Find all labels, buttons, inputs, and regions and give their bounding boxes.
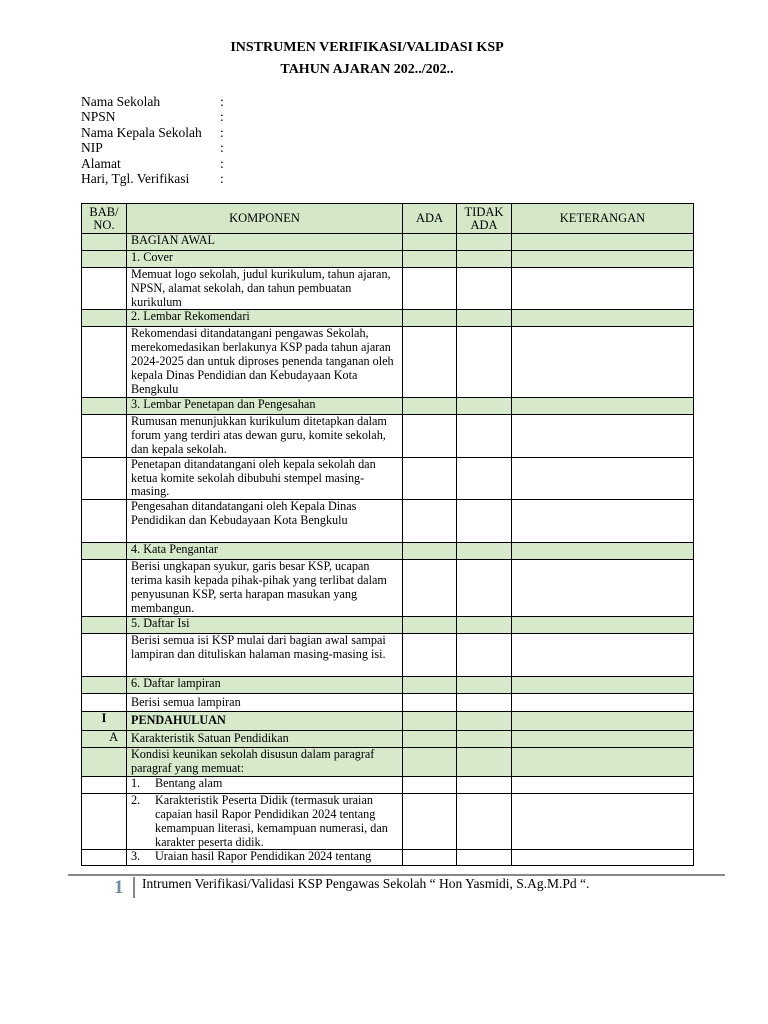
row-number [82, 677, 127, 694]
info-colon: : [220, 124, 224, 140]
item-number: 2. [131, 793, 141, 808]
footer-text: Intrumen Verifikasi/Validasi KSP Pengawas Sekolah “ Hon Yasmidi, S.Ag.M.Pd “. [142, 876, 590, 891]
row-tidak-ada-cell[interactable] [457, 310, 512, 327]
school-info-block [81, 94, 230, 186]
row-ada-cell[interactable] [403, 268, 457, 310]
row-ada-cell[interactable] [403, 251, 457, 268]
row-ada-cell[interactable] [403, 543, 457, 560]
item-number: 1. [131, 776, 141, 791]
row-keterangan-cell[interactable] [512, 617, 694, 634]
row-ada-cell[interactable] [403, 777, 457, 794]
row-tidak-ada-cell[interactable] [457, 543, 512, 560]
row-number [82, 500, 127, 543]
row-komponen: Memuat logo sekolah, judul kurikulum, tahun ajaran, NPSN, alamat sekolah, dan tahun pembuatan kurikulum [127, 268, 403, 310]
row-number: A [82, 731, 127, 748]
row-tidak-ada-cell[interactable] [457, 415, 512, 457]
header-tidak-ada: TIDAK ADA [457, 204, 512, 234]
row-tidak-ada-cell[interactable] [457, 617, 512, 634]
row-komponen: Kondisi keunikan sekolah disusun dalam paragraf paragraf yang memuat: [127, 748, 403, 777]
item-text: Karakteristik Peserta Didik (termasuk uraian capaian hasil Rapor Pendidikan 2024 tentang kemampuan literasi, kemampuan numerasi, dan karakter peserta didik. [155, 793, 388, 849]
row-keterangan-cell[interactable] [512, 268, 694, 310]
table-row [82, 617, 694, 634]
info-colon: : [220, 94, 224, 109]
row-tidak-ada-cell[interactable] [457, 268, 512, 310]
row-tidak-ada-cell[interactable] [457, 634, 512, 677]
row-tidak-ada-cell[interactable] [457, 777, 512, 794]
row-keterangan-cell[interactable] [512, 251, 694, 268]
row-komponen [127, 794, 403, 850]
table-row [82, 560, 694, 617]
row-keterangan-cell[interactable] [512, 560, 694, 617]
row-komponen: 1. Cover [127, 251, 403, 268]
page-number: 1 [114, 877, 124, 898]
header-ada: ADA [403, 204, 457, 234]
table-header-row [82, 204, 694, 234]
row-tidak-ada-cell[interactable] [457, 327, 512, 398]
row-komponen: BAGIAN AWAL [127, 234, 403, 251]
row-keterangan-cell[interactable] [512, 500, 694, 543]
row-keterangan-cell[interactable] [512, 634, 694, 677]
table-row [82, 251, 694, 268]
row-number [82, 748, 127, 777]
row-ada-cell[interactable] [403, 310, 457, 327]
row-ada-cell[interactable] [403, 850, 457, 866]
row-keterangan-cell[interactable] [512, 794, 694, 850]
row-komponen: 5. Daftar Isi [127, 617, 403, 634]
row-number [82, 777, 127, 794]
row-ada-cell[interactable] [403, 694, 457, 712]
row-tidak-ada-cell[interactable] [457, 500, 512, 543]
table-row [82, 850, 694, 866]
row-number [82, 268, 127, 310]
item-text: Uraian hasil Rapor Pendidikan 2024 tentang [155, 849, 372, 864]
row-komponen: 3. Lembar Penetapan dan Pengesahan [127, 398, 403, 415]
row-komponen: Berisi semua lampiran [127, 694, 403, 712]
row-komponen [127, 850, 403, 866]
row-ada-cell[interactable] [403, 748, 457, 777]
table-row [82, 327, 694, 398]
document-title: INSTRUMEN VERIFIKASI/VALIDASI KSP [230, 40, 504, 55]
row-ada-cell[interactable] [403, 560, 457, 617]
row-keterangan-cell[interactable] [512, 415, 694, 457]
row-number [82, 310, 127, 327]
info-row-kepala-sekolah [81, 125, 230, 140]
row-number [82, 794, 127, 850]
table-row [82, 712, 694, 731]
table-row [82, 794, 694, 850]
row-komponen: Penetapan ditandatangani oleh kepala sekolah dan ketua komite sekolah dibubuhi stempel masing-masing. [127, 457, 403, 499]
item-number: 3. [131, 849, 141, 864]
row-ada-cell[interactable] [403, 677, 457, 694]
row-tidak-ada-cell[interactable] [457, 748, 512, 777]
row-keterangan-cell[interactable] [512, 677, 694, 694]
table-row [82, 268, 694, 310]
row-ada-cell[interactable] [403, 731, 457, 748]
row-tidak-ada-cell[interactable] [457, 560, 512, 617]
info-label: Nama Kepala Sekolah [81, 124, 202, 140]
row-tidak-ada-cell[interactable] [457, 731, 512, 748]
row-number [82, 850, 127, 866]
row-tidak-ada-cell[interactable] [457, 234, 512, 251]
row-keterangan-cell[interactable] [512, 398, 694, 415]
row-keterangan-cell[interactable] [512, 543, 694, 560]
info-colon: : [220, 109, 224, 125]
table-row [82, 634, 694, 677]
row-number [82, 634, 127, 677]
info-colon: : [220, 155, 224, 171]
row-keterangan-cell[interactable] [512, 310, 694, 327]
item-text: Bentang alam [155, 776, 223, 791]
row-komponen [127, 777, 403, 794]
info-label: Hari, Tgl. Verifikasi [81, 171, 190, 187]
row-keterangan-cell[interactable] [512, 712, 694, 731]
row-ada-cell[interactable] [403, 500, 457, 543]
row-komponen: Karakteristik Satuan Pendidikan [127, 731, 403, 748]
info-row-npsn [81, 109, 230, 124]
table-row [82, 457, 694, 499]
table-row [82, 543, 694, 560]
info-row-nama-sekolah [81, 94, 230, 109]
info-row-hari-tgl [81, 171, 230, 186]
info-row-nip [81, 140, 230, 155]
row-ada-cell[interactable] [403, 634, 457, 677]
row-komponen: PENDAHULUAN [127, 712, 403, 731]
row-komponen: 2. Lembar Rekomendari [127, 310, 403, 327]
row-keterangan-cell[interactable] [512, 731, 694, 748]
row-komponen: 6. Daftar lampiran [127, 677, 403, 694]
info-label: NIP [81, 140, 103, 156]
table-row [82, 415, 694, 457]
footer-separator [133, 877, 135, 898]
row-tidak-ada-cell[interactable] [457, 694, 512, 712]
row-tidak-ada-cell[interactable] [457, 712, 512, 731]
row-number: I [82, 712, 127, 731]
row-ada-cell[interactable] [403, 415, 457, 457]
row-number [82, 415, 127, 457]
row-keterangan-cell[interactable] [512, 850, 694, 866]
verification-table [81, 203, 694, 866]
row-ada-cell[interactable] [403, 457, 457, 499]
header-komponen: KOMPONEN [127, 204, 403, 234]
table-row [82, 777, 694, 794]
row-keterangan-cell[interactable] [512, 457, 694, 499]
row-number [82, 234, 127, 251]
info-row-alamat [81, 156, 230, 171]
row-komponen: Berisi semua isi KSP mulai dari bagian awal sampai lampiran dan dituliskan halaman masing-masing isi. [127, 634, 403, 677]
row-tidak-ada-cell[interactable] [457, 251, 512, 268]
table-row [82, 500, 694, 543]
row-keterangan-cell[interactable] [512, 234, 694, 251]
row-keterangan-cell[interactable] [512, 327, 694, 398]
row-number [82, 543, 127, 560]
row-number [82, 617, 127, 634]
table-row [82, 398, 694, 415]
info-label: Alamat [81, 155, 121, 171]
info-colon: : [220, 140, 224, 156]
row-ada-cell[interactable] [403, 234, 457, 251]
row-tidak-ada-cell[interactable] [457, 398, 512, 415]
row-number [82, 327, 127, 398]
table-row [82, 310, 694, 327]
row-tidak-ada-cell[interactable] [457, 457, 512, 499]
table-row [82, 234, 694, 251]
info-label: NPSN [81, 109, 116, 125]
row-komponen: Pengesahan ditandatangani oleh Kepala Dinas Pendidikan dan Kebudayaan Kota Bengkulu [127, 500, 403, 543]
header-keterangan: KETERANGAN [512, 204, 694, 234]
row-komponen: Rekomendasi ditandatangani pengawas Sekolah, merekomedasikan berlakunya KSP pada tahun ajaran 2024-2025 dan untuk diproses penenda tanganan oleh kepala Dinas Pendidian dan Kebudayaan Kota Bengkulu [127, 327, 403, 398]
row-number [82, 398, 127, 415]
row-ada-cell[interactable] [403, 794, 457, 850]
row-ada-cell[interactable] [403, 398, 457, 415]
row-tidak-ada-cell[interactable] [457, 677, 512, 694]
header-bab-no: BAB/ NO. [82, 204, 127, 234]
row-number [82, 457, 127, 499]
table-row [82, 694, 694, 712]
table-row [82, 748, 694, 777]
row-ada-cell[interactable] [403, 712, 457, 731]
row-tidak-ada-cell[interactable] [457, 850, 512, 866]
info-label: Nama Sekolah [81, 94, 161, 109]
row-komponen: Rumusan menunjukkan kurikulum ditetapkan dalam forum yang terdiri atas dewan guru, komite sekolah, dan kepala sekolah. [127, 415, 403, 457]
row-keterangan-cell[interactable] [512, 748, 694, 777]
row-ada-cell[interactable] [403, 327, 457, 398]
document-subtitle: TAHUN AJARAN 202../202.. [280, 62, 454, 77]
row-tidak-ada-cell[interactable] [457, 794, 512, 850]
row-keterangan-cell[interactable] [512, 694, 694, 712]
row-ada-cell[interactable] [403, 617, 457, 634]
table-row [82, 731, 694, 748]
table-row [82, 677, 694, 694]
row-komponen: 4. Kata Pengantar [127, 543, 403, 560]
row-number [82, 251, 127, 268]
row-number [82, 694, 127, 712]
info-colon: : [220, 171, 224, 187]
row-number [82, 560, 127, 617]
row-keterangan-cell[interactable] [512, 777, 694, 794]
row-komponen: Berisi ungkapan syukur, garis besar KSP, ucapan terima kasih kepada pihak-pihak yang terlibat dalam penyusunan KSP, serta harapan masukan yang membangun. [127, 560, 403, 617]
